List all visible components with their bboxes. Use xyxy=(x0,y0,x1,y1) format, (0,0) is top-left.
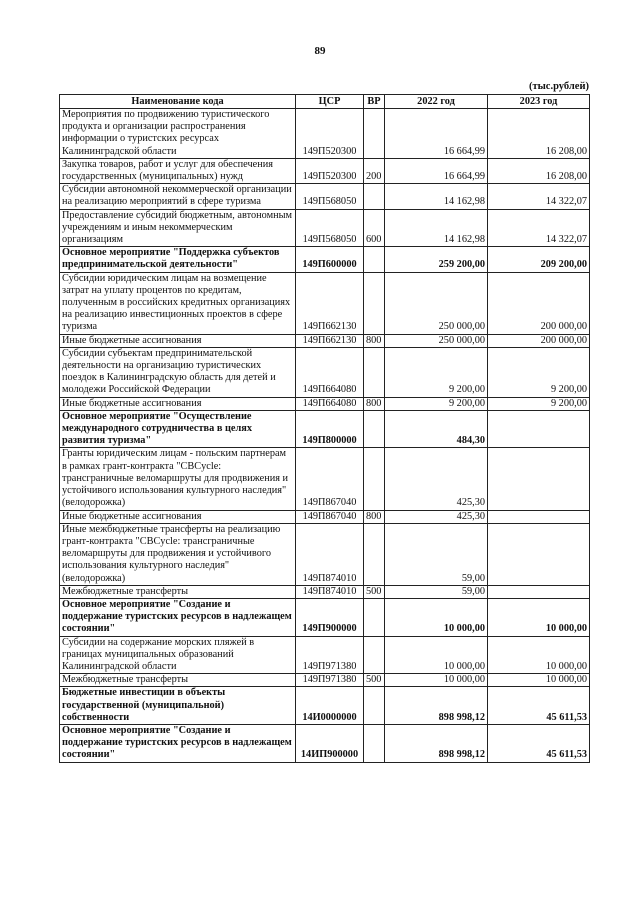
cell-name: Субсидии субъектам предпринимательской деятельности на организацию туристических поездок в Калининградскую область для детей и молодежи Российской Федерации xyxy=(60,347,296,397)
cell-name: Мероприятия по продвижению туристического продукта и организации распространения информации о туристских ресурсах Калининградской области xyxy=(60,109,296,159)
cell-vr xyxy=(364,347,385,397)
cell-2023: 9 200,00 xyxy=(488,347,590,397)
table-row xyxy=(60,448,590,510)
cell-vr xyxy=(364,410,385,448)
cell-2023: 9 200,00 xyxy=(488,397,590,410)
cell-csr: 149П520300 xyxy=(296,109,364,159)
cell-name: Предоставление субсидий бюджетным, автономным учреждениям и иным некоммерческим организациям xyxy=(60,209,296,247)
cell-csr: 149П971380 xyxy=(296,636,364,674)
cell-2022: 16 664,99 xyxy=(385,158,488,183)
table-row xyxy=(60,523,590,585)
cell-2022: 898 998,12 xyxy=(385,724,488,762)
cell-2022: 59,00 xyxy=(385,523,488,585)
cell-2022: 16 664,99 xyxy=(385,109,488,159)
cell-2023 xyxy=(488,510,590,523)
cell-2023: 14 322,07 xyxy=(488,209,590,247)
cell-2022: 250 000,00 xyxy=(385,334,488,347)
cell-2023 xyxy=(488,523,590,585)
cell-name: Закупка товаров, работ и услуг для обеспечения государственных (муниципальных) нужд xyxy=(60,158,296,183)
cell-2022: 9 200,00 xyxy=(385,347,488,397)
cell-2022: 59,00 xyxy=(385,585,488,598)
cell-vr xyxy=(364,184,385,209)
table-row xyxy=(60,674,590,687)
cell-csr: 149П874010 xyxy=(296,523,364,585)
cell-vr xyxy=(364,636,385,674)
cell-vr xyxy=(364,448,385,510)
cell-2022: 425,30 xyxy=(385,448,488,510)
cell-csr: 149П874010 xyxy=(296,585,364,598)
cell-vr: 500 xyxy=(364,585,385,598)
cell-vr xyxy=(364,109,385,159)
table-row xyxy=(60,585,590,598)
table-row xyxy=(60,184,590,209)
cell-name: Основное мероприятие "Создание и поддержание туристских ресурсов в надлежащем состоянии" xyxy=(60,598,296,636)
cell-csr: 149П900000 xyxy=(296,598,364,636)
column-header-2023: 2023 год xyxy=(488,95,590,109)
cell-vr: 200 xyxy=(364,158,385,183)
cell-vr: 600 xyxy=(364,209,385,247)
cell-2023: 45 611,53 xyxy=(488,687,590,725)
cell-2023: 16 208,00 xyxy=(488,109,590,159)
cell-csr: 149П568050 xyxy=(296,184,364,209)
cell-vr: 500 xyxy=(364,674,385,687)
cell-2022: 898 998,12 xyxy=(385,687,488,725)
cell-vr xyxy=(364,523,385,585)
cell-2023: 14 322,07 xyxy=(488,184,590,209)
table-row xyxy=(60,397,590,410)
cell-2022: 484,30 xyxy=(385,410,488,448)
table-row xyxy=(60,334,590,347)
cell-2023 xyxy=(488,585,590,598)
cell-2023: 10 000,00 xyxy=(488,598,590,636)
table-row xyxy=(60,347,590,397)
cell-csr: 14ИП900000 xyxy=(296,724,364,762)
table-row xyxy=(60,109,590,159)
cell-2022: 425,30 xyxy=(385,510,488,523)
cell-csr: 149П971380 xyxy=(296,674,364,687)
cell-csr: 149П568050 xyxy=(296,209,364,247)
cell-vr xyxy=(364,272,385,334)
cell-2022: 14 162,98 xyxy=(385,184,488,209)
cell-csr: 149П664080 xyxy=(296,347,364,397)
page-number: 89 xyxy=(314,45,326,57)
units-label: (тыс.рублей) xyxy=(528,81,589,92)
cell-csr: 149П520300 xyxy=(296,158,364,183)
table-header-row xyxy=(60,95,590,109)
cell-2022: 10 000,00 xyxy=(385,674,488,687)
cell-2022: 259 200,00 xyxy=(385,247,488,272)
cell-name: Субсидии автономной некоммерческой организации на реализацию мероприятий в сфере туризма xyxy=(60,184,296,209)
cell-name: Основное мероприятие "Поддержка субъектов предпринимательской деятельности" xyxy=(60,247,296,272)
cell-vr xyxy=(364,247,385,272)
table-row xyxy=(60,247,590,272)
cell-name: Иные бюджетные ассигнования xyxy=(60,510,296,523)
column-header-csr: ЦСР xyxy=(296,95,364,109)
cell-vr: 800 xyxy=(364,334,385,347)
cell-csr: 149П600000 xyxy=(296,247,364,272)
cell-2023: 200 000,00 xyxy=(488,272,590,334)
cell-vr xyxy=(364,724,385,762)
cell-vr xyxy=(364,598,385,636)
cell-2022: 10 000,00 xyxy=(385,636,488,674)
cell-2023: 10 000,00 xyxy=(488,636,590,674)
cell-name: Гранты юридическим лицам - польским партнерам в рамках грант-контракта "CBCycle: трансграничные веломаршруты для продвижения и устойчивого использования культурного наследия" (велодорожка) xyxy=(60,448,296,510)
column-header-2022: 2022 год xyxy=(385,95,488,109)
column-header-vr: ВР xyxy=(364,95,385,109)
cell-2022: 250 000,00 xyxy=(385,272,488,334)
cell-vr: 800 xyxy=(364,510,385,523)
cell-2023 xyxy=(488,448,590,510)
table-row xyxy=(60,636,590,674)
cell-csr: 149П662130 xyxy=(296,272,364,334)
cell-name: Основное мероприятие "Осуществление международного сотрудничества в целях развития туризма" xyxy=(60,410,296,448)
cell-name: Основное мероприятие "Создание и поддержание туристских ресурсов в надлежащем состоянии" xyxy=(60,724,296,762)
cell-csr: 149П800000 xyxy=(296,410,364,448)
cell-name: Межбюджетные трансферты xyxy=(60,585,296,598)
table-row xyxy=(60,209,590,247)
cell-name: Межбюджетные трансферты xyxy=(60,674,296,687)
cell-csr: 149П867040 xyxy=(296,510,364,523)
cell-2022: 9 200,00 xyxy=(385,397,488,410)
cell-name: Бюджетные инвестиции в объекты государственной (муниципальной) собственности xyxy=(60,687,296,725)
cell-2022: 14 162,98 xyxy=(385,209,488,247)
cell-name: Субсидии на содержание морских пляжей в границах муниципальных образований Калининградской области xyxy=(60,636,296,674)
table-row xyxy=(60,598,590,636)
table-row xyxy=(60,272,590,334)
cell-name: Иные межбюджетные трансферты на реализацию грант-контракта "CBCycle: трансграничные веломаршруты для продвижения и устойчивого использования культурного наследия" (велодорожка) xyxy=(60,523,296,585)
cell-name: Иные бюджетные ассигнования xyxy=(60,334,296,347)
column-header-name: Наименование кода xyxy=(60,95,296,109)
cell-name: Иные бюджетные ассигнования xyxy=(60,397,296,410)
table-row xyxy=(60,410,590,448)
cell-2022: 10 000,00 xyxy=(385,598,488,636)
cell-2023: 16 208,00 xyxy=(488,158,590,183)
cell-2023: 45 611,53 xyxy=(488,724,590,762)
budget-table xyxy=(59,94,590,763)
cell-csr: 149П664080 xyxy=(296,397,364,410)
table-row xyxy=(60,158,590,183)
cell-name: Субсидии юридическим лицам на возмещение затрат на уплату процентов по кредитам, полученным в российских кредитных организациях на реализацию инвестиционных проектов в сфере туризма xyxy=(60,272,296,334)
cell-csr: 149П662130 xyxy=(296,334,364,347)
cell-2023: 10 000,00 xyxy=(488,674,590,687)
table-row xyxy=(60,687,590,725)
cell-2023: 200 000,00 xyxy=(488,334,590,347)
cell-csr: 149П867040 xyxy=(296,448,364,510)
table-row xyxy=(60,724,590,762)
cell-vr: 800 xyxy=(364,397,385,410)
cell-2023: 209 200,00 xyxy=(488,247,590,272)
cell-2023 xyxy=(488,410,590,448)
table-row xyxy=(60,510,590,523)
cell-vr xyxy=(364,687,385,725)
cell-csr: 14И0000000 xyxy=(296,687,364,725)
